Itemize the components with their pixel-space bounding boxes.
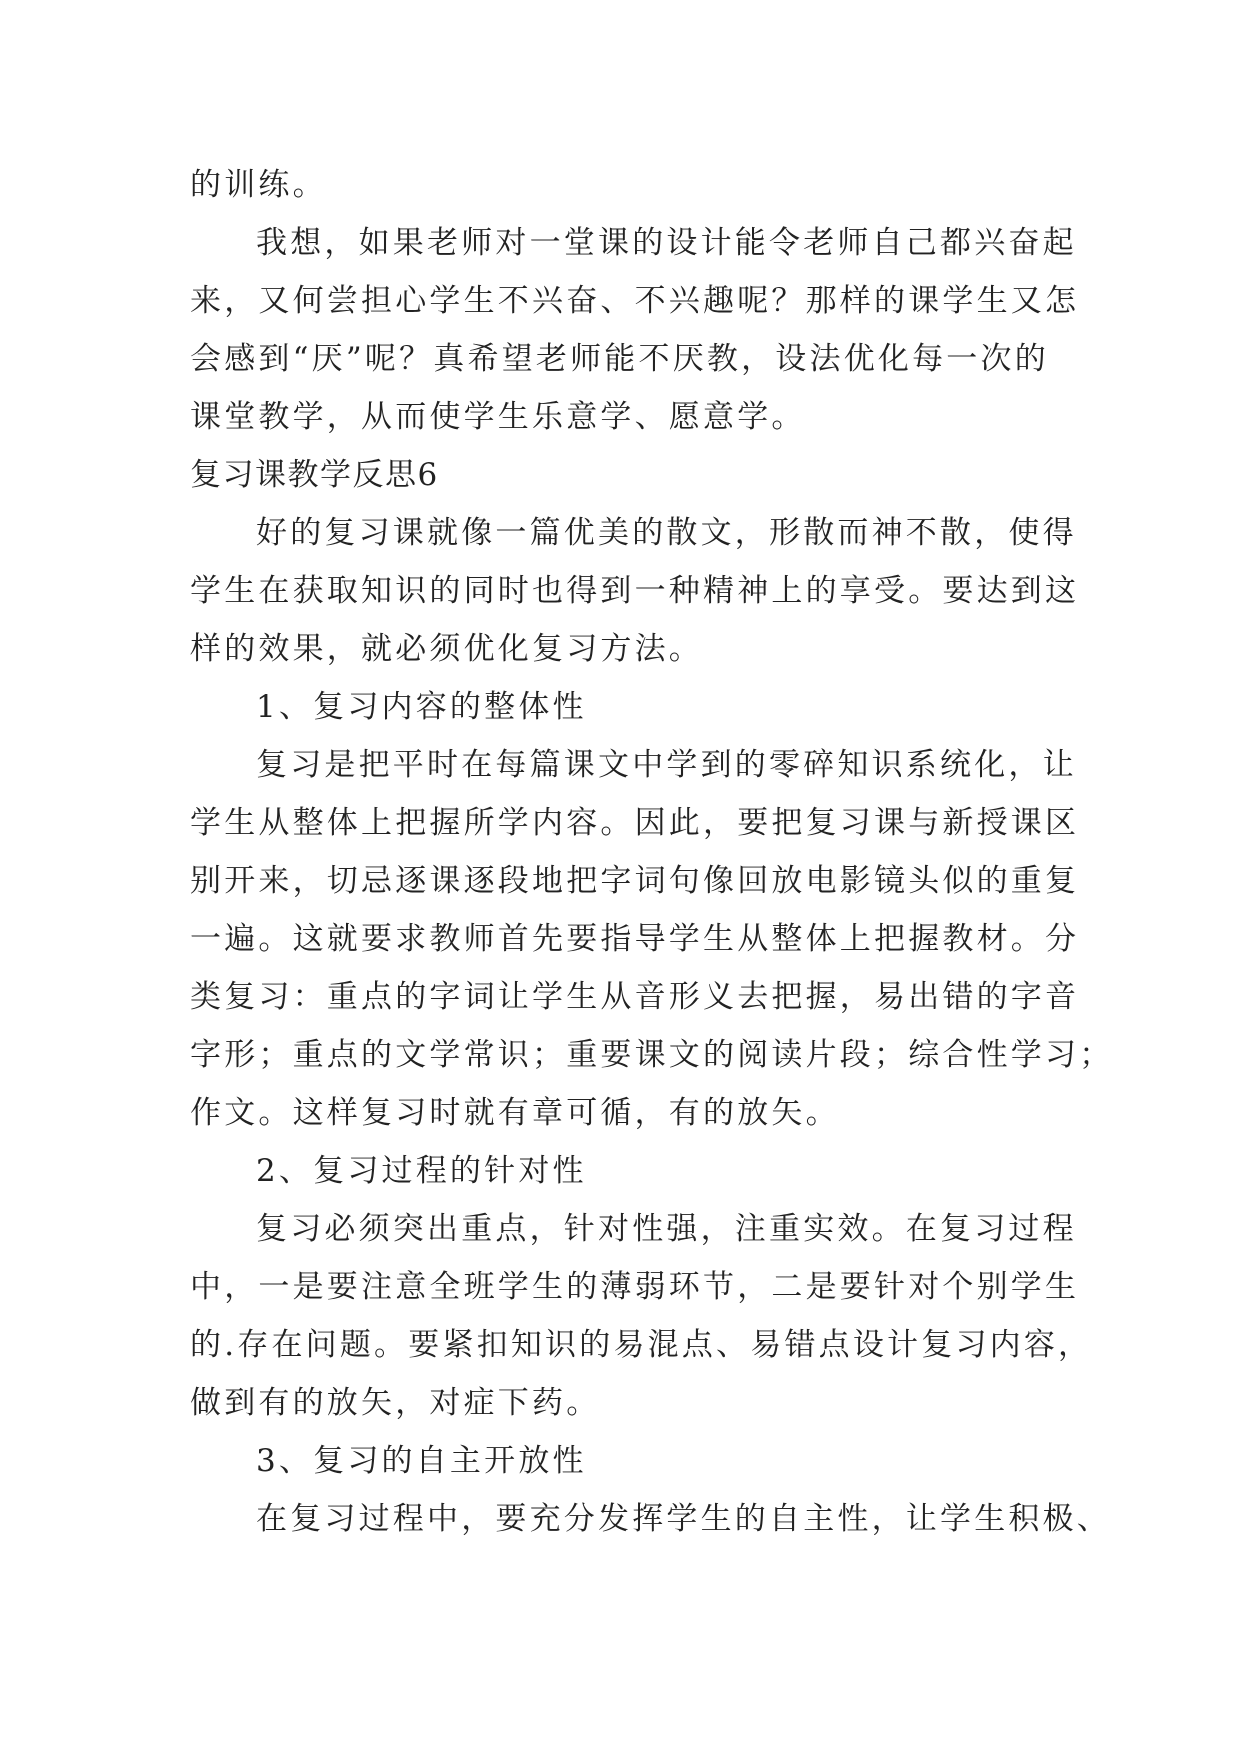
paragraph-line: 会感到“厌”呢？真希望老师能不厌教，设法优化每一次的 (190, 341, 1049, 377)
paragraph-line: 好的复习课就像一篇优美的散文，形散而神不散，使得 (256, 515, 1077, 551)
paragraph-line: 在复习过程中，要充分发挥学生的自主性，让学生积极、 (256, 1501, 1111, 1537)
paragraph-line: 类复习：重点的字词让学生从音形义去把握，易出错的字音 (190, 979, 1080, 1015)
paragraph-line: 来，又何尝担心学生不兴奋、不兴趣呢？那样的课学生又怎 (190, 283, 1080, 319)
paragraph-line: 字形；重点的文学常识；重要课文的阅读片段；综合性学习； (190, 1037, 1114, 1073)
paragraph-line: 学生从整体上把握所学内容。因此，要把复习课与新授课区 (190, 805, 1080, 841)
paragraph-line: 作文。这样复习时就有章可循，有的放矢。 (190, 1095, 840, 1131)
subheading-line: 3、复习的自主开放性 (256, 1443, 587, 1479)
paragraph-line: 做到有的放矢，对症下药。 (190, 1385, 601, 1421)
paragraph-line: 课堂教学，从而使学生乐意学、愿意学。 (190, 399, 806, 435)
paragraph-line: 的.存在问题。要紧扣知识的易混点、易错点设计复习内容， (190, 1327, 1093, 1363)
paragraph-line: 样的效果，就必须优化复习方法。 (190, 631, 703, 667)
subheading-line: 1、复习内容的整体性 (256, 689, 587, 725)
subheading-line: 2、复习过程的针对性 (256, 1153, 587, 1189)
paragraph-line: 一遍。这就要求教师首先要指导学生从整体上把握教材。分 (190, 921, 1080, 957)
paragraph-line: 复习必须突出重点，针对性强，注重实效。在复习过程 (256, 1211, 1077, 1247)
section-heading: 复习课教学反思6 (190, 457, 439, 493)
paragraph-line: 的训练。 (190, 167, 327, 203)
paragraph-line: 别开来，切忌逐课逐段地把字词句像回放电影镜头似的重复 (190, 863, 1080, 899)
paragraph-line: 我想，如果老师对一堂课的设计能令老师自己都兴奋起 (256, 225, 1077, 261)
paragraph-line: 复习是把平时在每篇课文中学到的零碎知识系统化，让 (256, 747, 1077, 783)
paragraph-line: 学生在获取知识的同时也得到一种精神上的享受。要达到这 (190, 573, 1080, 609)
document-body (190, 156, 1114, 1548)
paragraph-line: 中，一是要注意全班学生的薄弱环节，二是要针对个别学生 (190, 1269, 1080, 1305)
